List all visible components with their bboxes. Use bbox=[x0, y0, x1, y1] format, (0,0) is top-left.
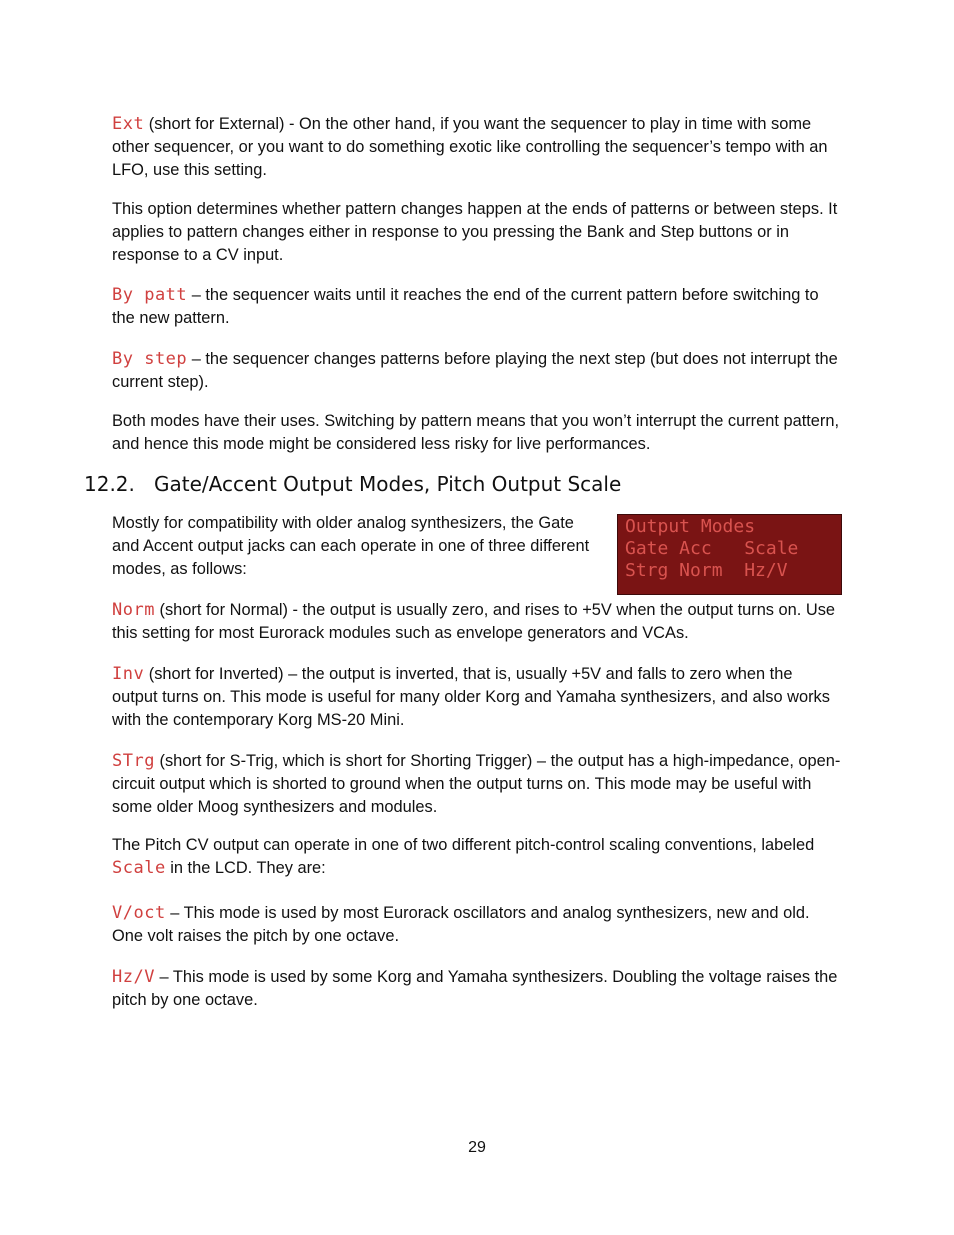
by-patt-term: By patt bbox=[112, 285, 188, 305]
pitch-text-b: in the LCD. They are: bbox=[165, 859, 326, 877]
norm-term: Norm bbox=[112, 600, 155, 620]
section-heading bbox=[84, 472, 621, 496]
voct-paragraph bbox=[112, 902, 842, 948]
section-number: 12.2. bbox=[84, 472, 135, 496]
norm-text: (short for Normal) - the output is usually zero, and rises to +5V when the output turns on. Use this setting for most Eurorack modules such as envelope generators and VCAs. bbox=[112, 601, 836, 642]
by-step-paragraph bbox=[112, 348, 842, 394]
strg-term: STrg bbox=[112, 751, 155, 771]
scale-term: Scale bbox=[112, 858, 166, 878]
page-number: 29 bbox=[468, 1139, 486, 1156]
ext-text: (short for External) - On the other hand, if you want the sequencer to play in time with some other sequencer, or you want to do something exotic like controlling the sequencer’s tempo with an LFO, use this setting. bbox=[112, 115, 828, 179]
inv-term: Inv bbox=[112, 664, 145, 684]
by-step-text: – the sequencer changes patterns before playing the next step (but does not interrupt the current step). bbox=[112, 350, 838, 391]
voct-text: – This mode is used by most Eurorack oscillators and analog synthesizers, new and old. One volt raises the pitch by one octave. bbox=[112, 904, 810, 945]
lcd-display bbox=[617, 514, 842, 595]
intro-paragraph: Mostly for compatibility with older analog synthesizers, the Gate and Accent output jacks can each operate in one of three different modes, as follows: bbox=[112, 514, 590, 578]
pitch-paragraph bbox=[112, 834, 842, 880]
section-title: Gate/Accent Output Modes, Pitch Output Scale bbox=[154, 472, 622, 496]
option-description: This option determines whether pattern changes happen at the ends of patterns or between steps. It applies to pattern changes either in response to you pressing the Bank and Step buttons or in response to a CV input. bbox=[112, 200, 838, 264]
inv-paragraph bbox=[112, 663, 842, 732]
lcd-line-1: Output Modes bbox=[625, 516, 756, 537]
both-modes-paragraph: Both modes have their uses. Switching by pattern means that you won’t interrupt the current pattern, and hence this mode might be considered less risky for live performances. bbox=[112, 412, 840, 453]
strg-text: (short for S-Trig, which is short for Shorting Trigger) – the output has a high-impedance, open-circuit output which is shorted to ground when the output turns on. This mode may be useful with some older Moog synthesizers and modules. bbox=[112, 752, 841, 816]
ext-paragraph bbox=[112, 113, 842, 182]
pitch-text-a: The Pitch CV output can operate in one of two different pitch-control scaling conventions, labeled bbox=[112, 836, 815, 854]
lcd-line-2: Gate Acc Scale bbox=[625, 538, 799, 559]
voct-term: V/oct bbox=[112, 903, 166, 923]
by-patt-paragraph bbox=[112, 284, 842, 330]
lcd-line-3: Strg Norm Hz/V bbox=[625, 560, 788, 581]
norm-paragraph bbox=[112, 599, 842, 645]
by-patt-text: – the sequencer waits until it reaches the end of the current pattern before switching to the new pattern. bbox=[112, 286, 819, 327]
hzv-text: – This mode is used by some Korg and Yamaha synthesizers. Doubling the voltage raises the pitch by one octave. bbox=[112, 968, 838, 1009]
ext-term: Ext bbox=[112, 114, 145, 134]
hzv-term: Hz/V bbox=[112, 967, 155, 987]
by-step-term: By step bbox=[112, 349, 188, 369]
strg-paragraph bbox=[112, 750, 842, 819]
hzv-paragraph bbox=[112, 966, 842, 1012]
inv-text: (short for Inverted) – the output is inverted, that is, usually +5V and falls to zero when the output turns on. This mode is useful for many older Korg and Yamaha synthesizers, and also works with the contemporary Korg MS-20 Mini. bbox=[112, 665, 830, 729]
